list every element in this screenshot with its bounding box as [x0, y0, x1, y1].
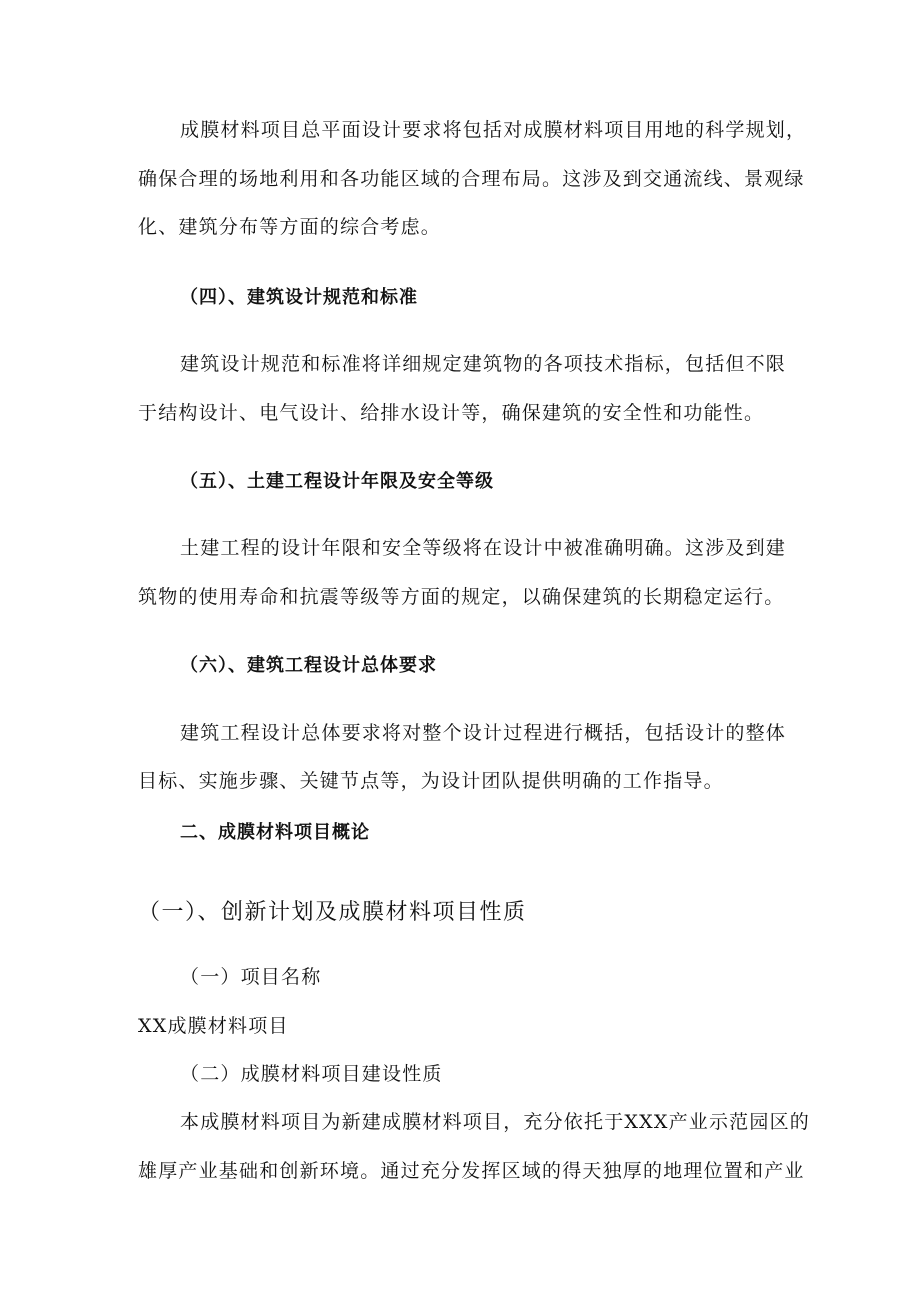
- paragraph-line: 建筑工程设计总体要求将对整个设计过程进行概括，包括设计的整体: [180, 722, 787, 744]
- section-heading-4: （四）、建筑设计规范和标准: [180, 287, 418, 308]
- paragraph-line: 目标、实施步骤、关键节点等，为设计团队提供明确的工作指导。: [138, 770, 724, 792]
- paragraph-line: 土建工程的设计年限和安全等级将在设计中被准确明确。这涉及到建: [180, 537, 787, 559]
- paragraph-line: 筑物的使用寿命和抗震等级等方面的规定，以确保建筑的长期稳定运行。: [138, 586, 785, 608]
- section-heading-6: （六）、建筑工程设计总体要求: [180, 655, 437, 676]
- paragraph-line: 确保合理的场地利用和各功能区域的合理布局。这涉及到交通流线、景观绿: [138, 168, 805, 190]
- paragraph-line: 本成膜材料项目为新建成膜材料项目，充分依托于XXX产业示范园区的: [180, 1111, 810, 1133]
- section-heading-5: （五）、土建工程设计年限及安全等级: [180, 471, 494, 492]
- item-value: XX成膜材料项目: [138, 1015, 289, 1037]
- subsection-heading: （一）、创新计划及成膜材料项目性质: [138, 900, 527, 925]
- item-label: （二）成膜材料项目建设性质: [180, 1063, 443, 1085]
- paragraph-line: 成膜材料项目总平面设计要求将包括对成膜材料项目用地的科学规划，: [180, 119, 807, 141]
- item-label: （一）项目名称: [180, 966, 322, 988]
- paragraph-line: 于结构设计、电气设计、给排水设计等，确保建筑的安全性和功能性。: [138, 402, 765, 424]
- paragraph-line: 建筑设计规范和标准将详细规定建筑物的各项技术指标，包括但不限: [180, 353, 787, 375]
- chapter-heading: 二、成膜材料项目概论: [180, 822, 370, 843]
- paragraph-line: 化、建筑分布等方面的综合考虑。: [138, 216, 442, 238]
- paragraph-line: 雄厚产业基础和创新环境。通过充分发挥区域的得天独厚的地理位置和产业: [138, 1160, 805, 1182]
